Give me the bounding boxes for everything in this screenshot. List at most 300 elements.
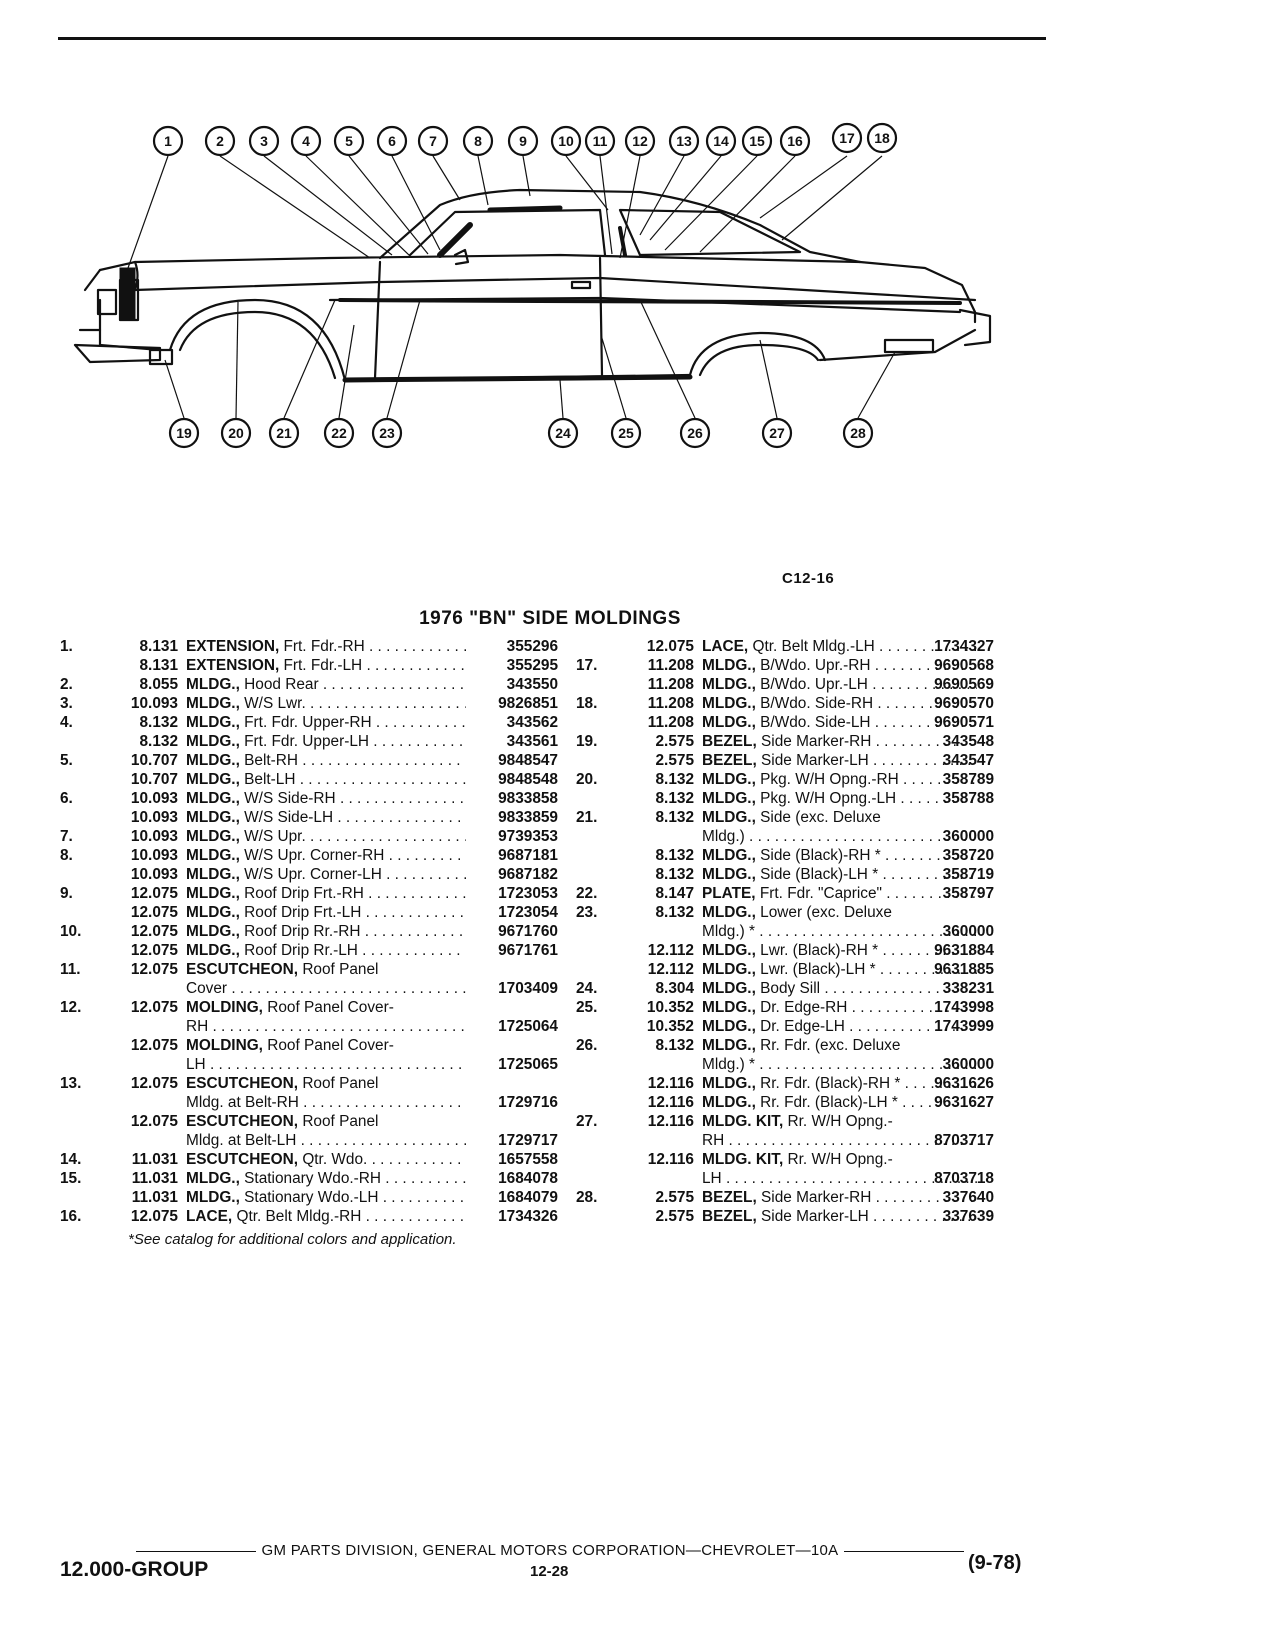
parts-row	[576, 1017, 1056, 1036]
callout-label-11: 11	[592, 133, 608, 149]
parts-row	[60, 884, 570, 903]
part-number: 355296	[506, 638, 558, 655]
item-keyword: MLDG.,	[186, 923, 240, 940]
item-keyword: LACE,	[702, 638, 749, 655]
part-number: 1725065	[498, 1056, 558, 1073]
item-description	[186, 1169, 466, 1188]
footnote: *See catalog for additional colors and application.	[128, 1231, 457, 1248]
item-detail: B/Wdo. Upr.-RH	[760, 657, 871, 674]
group-reference: 10.707	[130, 771, 178, 788]
callout-label-2: 2	[216, 133, 224, 149]
item-description	[702, 1150, 977, 1169]
item-detail: Frt. Fdr. Upper-LH	[244, 733, 370, 750]
item-detail: Mldg. at Belt-LH	[186, 1132, 297, 1149]
callout-label-6: 6	[388, 133, 396, 149]
group-reference: 2.575	[655, 752, 694, 769]
callout-label-9: 9	[519, 133, 527, 149]
item-keyword: MLDG.,	[702, 1018, 756, 1035]
item-detail: Mldg. at Belt-RH	[186, 1094, 299, 1111]
item-detail: Pkg. W/H Opng.-RH	[760, 771, 899, 788]
group-reference: 10.093	[130, 790, 178, 807]
group-reference: 8.132	[655, 1037, 694, 1054]
callout-label-20: 20	[228, 425, 244, 441]
callout-label-19: 19	[176, 425, 192, 441]
group-reference: 12.075	[130, 904, 178, 921]
item-keyword: MLDG.,	[702, 695, 756, 712]
parts-row	[576, 960, 1056, 979]
part-number: 360000	[942, 923, 994, 940]
item-keyword: MLDG.,	[186, 904, 240, 921]
item-detail: Roof Drip Frt.-RH	[244, 885, 364, 902]
part-number: 360000	[942, 1056, 994, 1073]
group-reference: 12.116	[647, 1075, 694, 1092]
parts-row	[60, 1131, 570, 1150]
part-number: 358788	[942, 790, 994, 807]
group-reference: 11.208	[647, 676, 694, 693]
item-detail: Rr. Fdr. (exc. Deluxe	[760, 1037, 901, 1054]
item-number: 15.	[60, 1170, 82, 1187]
part-number: 9671761	[498, 942, 558, 959]
parts-row	[576, 656, 1056, 675]
callout-label-14: 14	[713, 133, 729, 149]
part-number: 9690568	[934, 657, 994, 674]
item-keyword: PLATE,	[702, 885, 756, 902]
parts-row	[60, 1207, 570, 1226]
group-reference: 11.208	[647, 714, 694, 731]
footer-page-number: 12-28	[530, 1563, 569, 1580]
parts-row	[60, 1055, 570, 1074]
item-keyword: MLDG.,	[186, 752, 240, 769]
item-number: 1.	[60, 638, 73, 655]
callout-label-10: 10	[558, 133, 574, 149]
item-description	[186, 979, 466, 998]
parts-row	[60, 1112, 570, 1131]
item-number: 22.	[576, 885, 598, 902]
parts-row	[576, 770, 1056, 789]
item-keyword: MLDG.,	[702, 999, 756, 1016]
item-keyword: MLDG.,	[702, 714, 756, 731]
part-number: 8703717	[934, 1132, 994, 1149]
part-number: 358789	[942, 771, 994, 788]
parts-row	[576, 1169, 1056, 1188]
parts-row	[60, 960, 570, 979]
item-detail: LH	[702, 1170, 722, 1187]
parts-row	[60, 827, 570, 846]
item-description	[186, 903, 466, 922]
parts-row	[576, 713, 1056, 732]
parts-row	[60, 1074, 570, 1093]
group-reference: 2.575	[655, 1189, 694, 1206]
item-detail: W/S Lwr.	[244, 695, 306, 712]
item-number: 21.	[576, 809, 598, 826]
part-number: 9690571	[934, 714, 994, 731]
item-keyword: MLDG.,	[186, 676, 240, 693]
item-number: 6.	[60, 790, 73, 807]
item-detail: Rr. Fdr. (Black)-LH *	[760, 1094, 898, 1111]
part-number: 8703718	[934, 1170, 994, 1187]
item-detail: Roof Drip Rr.-LH	[244, 942, 358, 959]
parts-row	[576, 1093, 1056, 1112]
item-detail: Pkg. W/H Opng.-LH	[760, 790, 897, 807]
item-keyword: MLDG.,	[186, 809, 240, 826]
item-description	[186, 789, 466, 808]
part-number: 1703409	[498, 980, 558, 997]
item-detail: Hood Rear	[244, 676, 319, 693]
item-keyword: MLDG.,	[702, 790, 756, 807]
group-reference: 10.093	[130, 866, 178, 883]
item-keyword: MLDG.,	[186, 695, 240, 712]
item-description	[186, 1150, 466, 1169]
item-description	[186, 694, 466, 713]
parts-row	[576, 789, 1056, 808]
item-description	[186, 960, 466, 979]
group-reference: 12.075	[130, 942, 178, 959]
item-number: 13.	[60, 1075, 82, 1092]
part-number: 9833858	[498, 790, 558, 807]
parts-row	[576, 903, 1056, 922]
callout-label-5: 5	[345, 133, 353, 149]
item-keyword: BEZEL,	[702, 752, 757, 769]
part-number: 9631885	[934, 961, 994, 978]
part-number: 343561	[506, 733, 558, 750]
callout-label-23: 23	[379, 425, 395, 441]
item-keyword: MLDG.,	[702, 866, 756, 883]
parts-row	[576, 941, 1056, 960]
item-keyword: MLDG.,	[702, 904, 756, 921]
group-reference: 10.093	[130, 847, 178, 864]
item-keyword: MLDG.,	[702, 980, 756, 997]
item-description	[186, 637, 466, 656]
part-number: 9848547	[498, 752, 558, 769]
item-detail: W/S Upr. Corner-RH	[244, 847, 385, 864]
group-reference: 11.031	[131, 1189, 178, 1206]
item-number: 24.	[576, 980, 598, 997]
item-number: 23.	[576, 904, 598, 921]
item-description	[186, 1036, 466, 1055]
callout-label-15: 15	[749, 133, 765, 149]
item-keyword: BEZEL,	[702, 1189, 757, 1206]
group-reference: 12.075	[130, 885, 178, 902]
part-number: 9848548	[498, 771, 558, 788]
item-keyword: MLDG.,	[186, 771, 240, 788]
item-detail: Stationary Wdo.-LH	[244, 1189, 379, 1206]
group-reference: 12.075	[130, 1075, 178, 1092]
item-keyword: MLDG.,	[186, 1189, 240, 1206]
item-number: 8.	[60, 847, 73, 864]
callout-label-24: 24	[555, 425, 571, 441]
parts-row	[60, 751, 570, 770]
item-description	[186, 941, 466, 960]
item-keyword: MLDG. KIT,	[702, 1151, 784, 1168]
item-detail: W/S Side-RH	[244, 790, 336, 807]
callout-label-7: 7	[429, 133, 437, 149]
part-number: 9690570	[934, 695, 994, 712]
group-reference: 12.112	[647, 942, 694, 959]
group-reference: 11.031	[131, 1151, 178, 1168]
item-number: 2.	[60, 676, 73, 693]
callout-label-12: 12	[632, 133, 648, 149]
callout-label-21: 21	[276, 425, 292, 441]
item-description	[186, 1093, 466, 1112]
parts-row	[60, 732, 570, 751]
item-description	[186, 656, 466, 675]
item-detail: Side Marker-LH	[761, 752, 869, 769]
item-description	[702, 808, 977, 827]
item-keyword: MLDG.,	[702, 1075, 756, 1092]
parts-row	[576, 922, 1056, 941]
item-keyword: MLDG.,	[702, 847, 756, 864]
group-reference: 8.132	[655, 790, 694, 807]
item-detail: Side (exc. Deluxe	[760, 809, 881, 826]
item-detail: B/Wdo. Side-LH	[760, 714, 871, 731]
group-reference: 10.352	[646, 1018, 694, 1035]
part-number: 9833859	[498, 809, 558, 826]
item-detail: Qtr. Wdo.	[302, 1151, 368, 1168]
part-number: 9739353	[498, 828, 558, 845]
item-keyword: ESCUTCHEON,	[186, 1113, 299, 1130]
item-description	[186, 808, 466, 827]
callout-label-26: 26	[687, 425, 703, 441]
group-reference: 10.093	[130, 828, 178, 845]
item-detail: B/Wdo. Side-RH	[760, 695, 874, 712]
item-description	[186, 675, 466, 694]
part-number: 1734326	[498, 1208, 558, 1225]
item-keyword: LACE,	[186, 1208, 233, 1225]
item-number: 26.	[576, 1037, 598, 1054]
item-detail: Roof Panel	[302, 961, 379, 978]
item-detail: Mldg.)	[702, 828, 745, 845]
item-detail: Qtr. Belt Mldg.-LH	[752, 638, 875, 655]
item-number: 4.	[60, 714, 73, 731]
item-detail: B/Wdo. Upr.-LH	[760, 676, 868, 693]
item-description	[186, 751, 466, 770]
group-reference: 12.075	[130, 923, 178, 940]
part-number: 1734327	[934, 638, 994, 655]
part-number: 9631884	[934, 942, 994, 959]
part-number: 9826851	[498, 695, 558, 712]
group-reference: 8.304	[655, 980, 694, 997]
item-number: 19.	[576, 733, 598, 750]
parts-row	[576, 732, 1056, 751]
parts-row	[576, 1131, 1056, 1150]
parts-row	[60, 637, 570, 656]
item-keyword: MLDG.,	[186, 733, 240, 750]
footer-group: 12.000-GROUP	[60, 1558, 209, 1581]
callout-label-3: 3	[260, 133, 268, 149]
parts-row	[60, 1188, 570, 1207]
item-detail: Roof Panel	[302, 1075, 379, 1092]
item-detail: W/S Upr. Corner-LH	[244, 866, 382, 883]
item-keyword: MLDG.,	[702, 961, 756, 978]
footer-publisher-text: GM PARTS DIVISION, GENERAL MOTORS CORPORATION—CHEVROLET—10A	[261, 1542, 839, 1559]
part-number: 9690569	[934, 676, 994, 693]
item-keyword: MLDG.,	[186, 866, 240, 883]
callout-label-27: 27	[769, 425, 785, 441]
callout-label-25: 25	[618, 425, 634, 441]
part-number: 1729717	[498, 1132, 558, 1149]
group-reference: 2.575	[655, 1208, 694, 1225]
item-detail: Side Marker-RH	[761, 733, 872, 750]
parts-row	[576, 1055, 1056, 1074]
item-detail: Belt-LH	[244, 771, 296, 788]
item-description	[702, 1036, 977, 1055]
item-keyword: MLDG. KIT,	[702, 1113, 784, 1130]
group-reference: 12.116	[647, 1151, 694, 1168]
item-detail: Mldg.) *	[702, 1056, 756, 1073]
item-description	[186, 770, 466, 789]
part-number: 343548	[942, 733, 994, 750]
part-number: 1657558	[498, 1151, 558, 1168]
group-reference: 8.131	[139, 638, 178, 655]
group-reference: 8.132	[655, 904, 694, 921]
item-number: 17.	[576, 657, 598, 674]
part-number: 358719	[942, 866, 994, 883]
part-number: 337639	[942, 1208, 994, 1225]
callout-label-28: 28	[850, 425, 866, 441]
part-number: 9631627	[934, 1094, 994, 1111]
parts-row	[60, 941, 570, 960]
part-number: 9671760	[498, 923, 558, 940]
item-detail: Side Marker-LH	[761, 1208, 869, 1225]
parts-row	[576, 979, 1056, 998]
item-detail: Roof Panel	[302, 1113, 379, 1130]
item-detail: RH	[702, 1132, 725, 1149]
parts-list-right	[576, 637, 1056, 1226]
callout-label-16: 16	[787, 133, 803, 149]
item-number: 10.	[60, 923, 82, 940]
parts-row	[576, 827, 1056, 846]
part-number: 9631626	[934, 1075, 994, 1092]
item-detail: Lwr. (Black)-RH *	[760, 942, 879, 959]
parts-row	[576, 694, 1056, 713]
item-description	[186, 865, 466, 884]
part-number: 1743998	[934, 999, 994, 1016]
item-detail: Roof Panel Cover-	[267, 1037, 394, 1054]
item-keyword: MLDG.,	[186, 885, 240, 902]
part-number: 9687181	[498, 847, 558, 864]
item-description	[186, 884, 466, 903]
item-number: 18.	[576, 695, 598, 712]
item-keyword: MLDG.,	[702, 1037, 756, 1054]
group-reference: 10.093	[130, 809, 178, 826]
group-reference: 8.055	[139, 676, 178, 693]
part-number: 355295	[506, 657, 558, 674]
item-keyword: MLDG.,	[186, 942, 240, 959]
parts-row	[60, 865, 570, 884]
group-reference: 8.132	[139, 714, 178, 731]
item-keyword: MLDG.,	[186, 847, 240, 864]
item-detail: Frt. Fdr.-RH	[283, 638, 365, 655]
item-number: 11.	[60, 961, 81, 978]
group-reference: 12.112	[647, 961, 694, 978]
item-number: 28.	[576, 1189, 598, 1206]
parts-row	[60, 903, 570, 922]
part-number: 1684079	[498, 1189, 558, 1206]
group-reference: 12.075	[130, 1037, 178, 1054]
part-number: 343562	[506, 714, 558, 731]
group-reference: 12.075	[130, 999, 178, 1016]
item-number: 27.	[576, 1113, 598, 1130]
item-detail: Side (Black)-RH *	[760, 847, 881, 864]
page-title: 1976 "BN" SIDE MOLDINGS	[419, 608, 681, 629]
parts-row	[576, 1112, 1056, 1131]
parts-row	[60, 694, 570, 713]
item-description	[186, 1055, 466, 1074]
parts-row	[60, 808, 570, 827]
item-description	[186, 1188, 466, 1207]
item-keyword: EXTENSION,	[186, 638, 280, 655]
group-reference: 8.131	[139, 657, 178, 674]
item-keyword: MLDG.,	[702, 771, 756, 788]
group-reference: 8.132	[139, 733, 178, 750]
item-detail: Qtr. Belt Mldg.-RH	[236, 1208, 362, 1225]
item-detail: LH	[186, 1056, 206, 1073]
item-keyword: MLDG.,	[186, 1170, 240, 1187]
item-keyword: BEZEL,	[702, 1208, 757, 1225]
group-reference: 12.075	[130, 1113, 178, 1130]
parts-row	[576, 1074, 1056, 1093]
parts-row	[60, 922, 570, 941]
parts-row	[60, 1150, 570, 1169]
group-reference: 8.132	[655, 866, 694, 883]
item-detail: Lower (exc. Deluxe	[760, 904, 892, 921]
item-description	[186, 998, 466, 1017]
callout-label-13: 13	[676, 133, 692, 149]
item-number: 25.	[576, 999, 598, 1016]
callout-label-4: 4	[302, 133, 310, 149]
item-detail: Rr. W/H Opng.-	[787, 1151, 893, 1168]
group-reference: 12.116	[647, 1113, 694, 1130]
item-detail: Stationary Wdo.-RH	[244, 1170, 382, 1187]
part-number: 1684078	[498, 1170, 558, 1187]
item-keyword: MLDG.,	[702, 942, 756, 959]
parts-row	[60, 1093, 570, 1112]
parts-row	[576, 675, 1056, 694]
callout-label-18: 18	[874, 130, 890, 146]
item-detail: Roof Drip Rr.-RH	[244, 923, 361, 940]
item-number: 14.	[60, 1151, 82, 1168]
item-keyword: MLDG.,	[702, 809, 756, 826]
parts-row	[60, 1036, 570, 1055]
item-keyword: MLDG.,	[702, 657, 756, 674]
group-reference: 12.075	[130, 1208, 178, 1225]
item-detail: Dr. Edge-RH	[760, 999, 848, 1016]
part-number: 358797	[942, 885, 994, 902]
item-number: 5.	[60, 752, 73, 769]
parts-row	[60, 1017, 570, 1036]
group-reference: 10.707	[130, 752, 178, 769]
group-reference: 10.352	[646, 999, 694, 1016]
parts-row	[60, 789, 570, 808]
item-detail: Rr. W/H Opng.-	[787, 1113, 893, 1130]
item-description	[186, 1131, 466, 1150]
parts-row	[576, 1188, 1056, 1207]
item-detail: Frt. Fdr. Upper-RH	[244, 714, 372, 731]
item-detail: Dr. Edge-LH	[760, 1018, 845, 1035]
callout-label-8: 8	[474, 133, 482, 149]
parts-row	[576, 884, 1056, 903]
group-reference: 8.132	[655, 809, 694, 826]
part-number: 358720	[942, 847, 994, 864]
item-description	[186, 1017, 466, 1036]
part-number: 9687182	[498, 866, 558, 883]
item-description	[186, 1207, 466, 1226]
item-detail: Body Sill	[760, 980, 821, 997]
item-description	[702, 903, 977, 922]
part-number: 360000	[942, 828, 994, 845]
parts-row	[60, 979, 570, 998]
part-number: 343550	[506, 676, 558, 693]
